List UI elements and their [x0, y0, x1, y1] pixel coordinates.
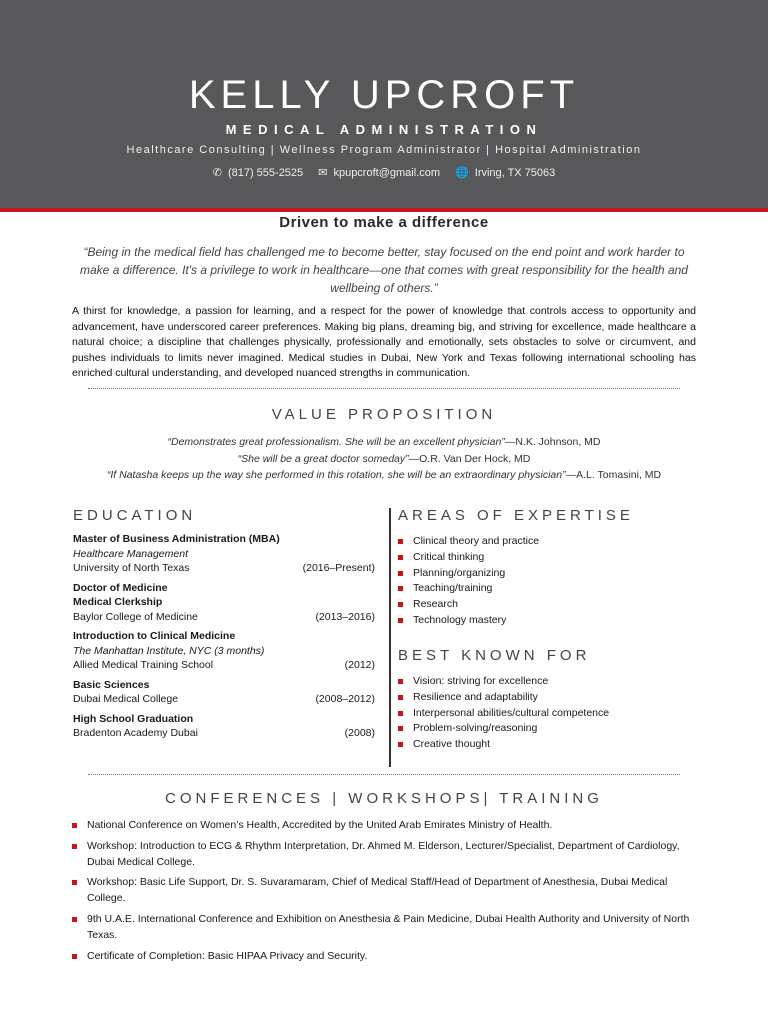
conferences-list: [72, 818, 702, 969]
expertise-text: Research: [413, 598, 458, 611]
section-divider: [88, 388, 680, 389]
degree: High School Graduation: [73, 712, 194, 725]
testimonial-author: —N.K. Johnson, MD: [504, 436, 601, 448]
bullet-icon: [398, 555, 403, 560]
degree-detail: Healthcare Management: [73, 547, 188, 560]
specialties-line: Healthcare Consulting | Wellness Program Administrator | Hospital Administration: [126, 144, 642, 156]
bullet-icon: [398, 602, 403, 607]
expertise-text: Technology mastery: [413, 613, 507, 626]
bullet-icon: [398, 618, 403, 623]
degree: Master of Business Administration (MBA): [73, 533, 280, 545]
degree: Introduction to Clinical Medicine: [73, 630, 236, 642]
phone-icon: ✆: [212, 167, 222, 179]
expertise-list: [398, 534, 698, 629]
education-entry: [73, 678, 375, 707]
conference-text: Workshop: Introduction to ECG & Rhythm Interpretation, Dr. Ahmed M. Elderson, Lecturer/Specialist, Department of Cardiology, Dubai Medical College.: [87, 839, 680, 868]
list-item: [398, 690, 698, 706]
professional-title: MEDICAL ADMINISTRATION: [225, 122, 543, 137]
degree: Basic Sciences: [73, 678, 150, 691]
dates: (2008–2012): [315, 693, 375, 705]
dates: (2012): [344, 659, 375, 671]
conference-text: Workshop: Basic Life Support, Dr. S. Suvaramaram, Chief of Medical Staff/Head of Department of Anesthesia, Dubai Medical College.: [87, 876, 668, 905]
testimonial: [40, 434, 728, 451]
education-entry: [73, 712, 375, 741]
section-divider: [88, 774, 680, 775]
summary-tagline: Driven to make a difference: [279, 214, 489, 231]
dates: (2013–2016): [315, 610, 375, 623]
testimonial: [40, 467, 728, 484]
location-text: Irving, TX 75063: [474, 167, 556, 179]
degree: Doctor of Medicine: [73, 581, 168, 594]
conference-text: 9th U.A.E. International Conference and Exhibition on Anesthesia & Pain Medicine, Dubai Health Authority and University of North Texas.: [87, 912, 690, 941]
phone-contact: [210, 167, 306, 179]
education-entry: [73, 581, 375, 625]
bullet-icon: [72, 823, 77, 828]
bullet-icon: [72, 844, 77, 849]
school: Dubai Medical College: [73, 693, 179, 705]
list-item: [398, 613, 698, 629]
testimonial: [40, 451, 728, 468]
strength-text: Resilience and adaptability: [413, 690, 538, 703]
candidate-name: KELLY UPCROFT: [188, 73, 580, 117]
testimonial-author: —O.R. Van Der Hock, MD: [408, 452, 531, 465]
list-item: [72, 949, 702, 965]
list-item: [398, 566, 698, 582]
dates: (2008): [344, 727, 375, 739]
email-contact[interactable]: [315, 167, 443, 179]
bullet-icon: [398, 711, 403, 716]
personal-quote: “Being in the medical field has challenged me to become better, stay focused on the end point and work harder to make a difference. It's a privilege to work in healthcare—one that comes with great responsibility for the health and wellbeing of others.”: [80, 245, 688, 295]
column-separator: [389, 508, 391, 767]
globe-icon: 🌐: [455, 167, 469, 179]
bullet-icon: [72, 917, 77, 922]
list-item: [398, 581, 698, 597]
list-item: [398, 534, 698, 550]
list-item: [398, 674, 698, 690]
best-known-for-section: [398, 647, 698, 753]
testimonial-quote: “She will be a great doctor someday”: [237, 452, 409, 465]
phone-number: (817) 555-2525: [227, 167, 304, 179]
summary-paragraph: A thirst for knowledge, a passion for learning, and a respect for the power of knowledge that controls access to opportunity and advancement, have underscored career preferences. Making big plans, dreaming big, and striving for excellence, made healthcare a natural choice; a discipline that challenges physically, professionally and emotionally, sets obstacles to solve or circumvent, and pushes individuals to limits never imagined. Medical studies in Dubai, New York and Texas following international schooling has enriched cultural understanding, and developed nuanced strengths in communication.: [72, 305, 696, 379]
degree-detail: The Manhattan Institute, NYC (3 months): [73, 644, 265, 657]
expertise-text: Clinical theory and practice: [413, 535, 540, 547]
bullet-icon: [398, 695, 403, 700]
school: Bradenton Academy Dubai: [73, 727, 198, 739]
expertise-text: Critical thinking: [413, 550, 485, 563]
list-item: [72, 875, 702, 907]
testimonials: [40, 434, 728, 484]
conference-text: Certificate of Completion: Basic HIPAA Privacy and Security.: [87, 949, 368, 962]
conferences-heading: CONFERENCES | WORKSHOPS| TRAINING: [165, 790, 603, 807]
resume-header: [0, 0, 768, 212]
list-item: [398, 721, 698, 737]
bullet-icon: [72, 954, 77, 959]
strength-text: Vision: striving for excellence: [413, 675, 549, 687]
contact-line: [0, 166, 768, 179]
bullet-icon: [398, 539, 403, 544]
testimonial-author: —A.L. Tomasini, MD: [565, 469, 662, 481]
location-contact: [452, 167, 558, 179]
dates: (2016–Present): [302, 562, 375, 574]
list-item: [72, 839, 702, 871]
value-proposition-heading: VALUE PROPOSITION: [271, 406, 497, 423]
education-section: [73, 507, 375, 746]
areas-of-expertise-section: [398, 507, 698, 629]
list-item: [398, 550, 698, 566]
list-item: [398, 597, 698, 613]
school: Allied Medical Training School: [73, 659, 214, 671]
education-heading: EDUCATION: [73, 507, 197, 524]
bullet-icon: [398, 571, 403, 576]
conference-text: National Conference on Women’s Health, Accredited by the United Arab Emirates Ministry of Health.: [87, 819, 553, 831]
bullet-icon: [398, 726, 403, 731]
envelope-icon: ✉: [318, 167, 328, 179]
strength-text: Creative thought: [413, 738, 491, 751]
bullet-icon: [398, 586, 403, 591]
list-item: [72, 912, 702, 944]
education-entry: [73, 629, 375, 673]
expertise-text: Planning/organizing: [413, 566, 506, 579]
bullet-icon: [72, 880, 77, 885]
bullet-icon: [398, 679, 403, 684]
list-item: [398, 706, 698, 722]
best-known-for-list: [398, 674, 698, 753]
list-item: [72, 818, 702, 834]
strength-text: Interpersonal abilities/cultural competence: [413, 706, 610, 719]
email-address[interactable]: kpupcroft@gmail.com: [333, 167, 440, 179]
expertise-text: Teaching/training: [413, 582, 493, 595]
best-known-for-heading: BEST KNOWN FOR: [398, 647, 591, 664]
areas-of-expertise-heading: AREAS OF EXPERTISE: [398, 507, 634, 524]
strength-text: Problem-solving/reasoning: [413, 722, 538, 735]
list-item: [398, 737, 698, 753]
education-entry: [73, 532, 375, 576]
school: University of North Texas: [73, 562, 190, 574]
testimonial-quote: “If Natasha keeps up the way she performed in this rotation, she will be an extraordinary physician”: [106, 469, 566, 481]
school: Baylor College of Medicine: [73, 610, 198, 623]
bullet-icon: [398, 742, 403, 747]
testimonial-quote: “Demonstrates great professionalism. She will be an excellent physician”: [167, 436, 505, 448]
degree-detail: Medical Clerkship: [73, 596, 163, 608]
